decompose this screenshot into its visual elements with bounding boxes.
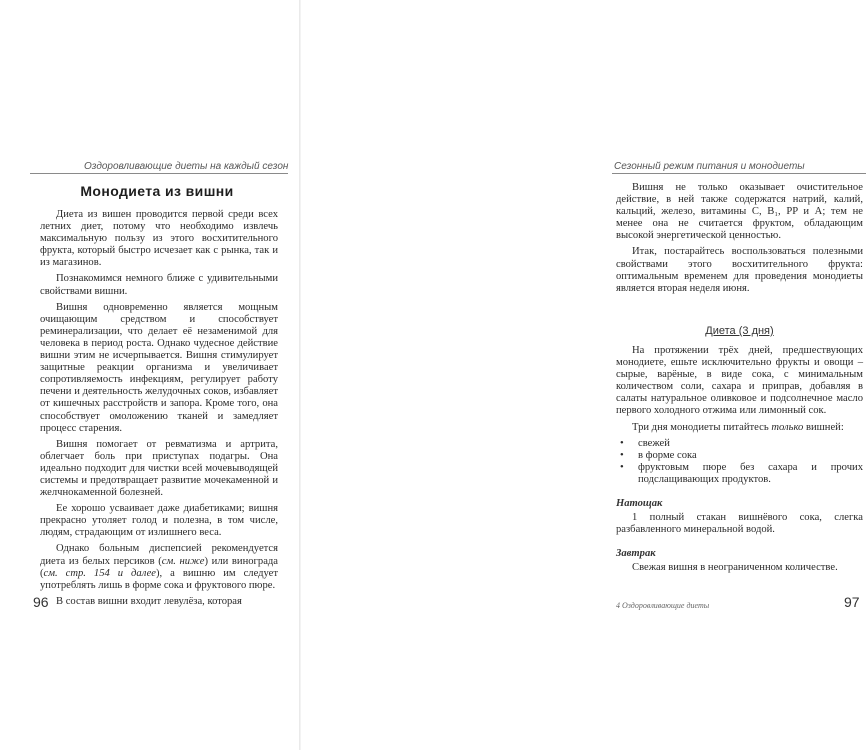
diet-heading: Диета (3 дня) (705, 324, 774, 337)
signature-mark: 4 Оздоровливающие диеты (616, 601, 710, 610)
paragraph: Три дня монодиеты питайтесь только вишней: (632, 421, 844, 433)
paragraph: Однако больным диспепсией рекомендуется диета из белых персиков (см. ниже) или винограда (см. стр. 154 и далее), а вишню им следует употреблять лишь в форме сока и фруктового пюре. (40, 543, 279, 591)
header-rule-left (30, 173, 288, 174)
meal-text: Свежая вишня в неограниченном количестве. (632, 562, 838, 574)
paragraph: Диета из вишен проводится первой среди всех летних диет, потому что необходимо извлечь максимальную пользу из этого восхитительного фрукта, который быстро исчезает как с рынка, так и из магазинов. (40, 209, 278, 269)
chapter-title: Монодиета из вишни (80, 183, 234, 199)
paragraph: Ее хорошо усваивает даже диабетиками; вишня прекрасно утоляет голод и полезна, в том числе, людям, страдающим от излишнего веса. (40, 503, 278, 539)
running-head-left: Оздоровливающие диеты на каждый сезон (84, 161, 289, 172)
list-item: • фруктовым пюре без сахара и прочих подслащивающих продуктов. (616, 462, 863, 486)
meal-label: Натощак (616, 497, 663, 509)
paragraph: Познакомимся немного ближе с удивительными свойствами вишни. (40, 273, 278, 297)
paragraph: Вишня одновременно является мощным очищающим средством и способствует реминерализации, что делает её незаменимой для человека в период роста. Однако чудесное действие вишни этим не исчерпывается. Вишня стимулирует защитные реакции организма и увеличивает сопротивляемость инфекциям, регулирует работу печени и деятельность желудочных соков, избавляет от кишечных расстройств и запора. Кроме того, она способствует омоложению тканей и замедляет процесс старения. (40, 301, 278, 434)
right-body-text (616, 182, 863, 578)
paragraph: Вишня не только оказывает очистительное действие, в ней также содержатся натрий, калий, кальций, железо, витамины C, B₁, PP и A; тем не менее она не считается фруктом, обладающим высокой энергетической ценностью. (616, 182, 863, 242)
meal-label: Завтрак (616, 548, 656, 560)
running-head-right: Сезонный режим питания и монодиеты (614, 161, 805, 172)
diet-list (616, 438, 863, 486)
paragraph: На протяжении трёх дней, предшествующих монодиете, ешьте исключительно фрукты и овощи – сырые, варёные, в виде сока, с минимальным количеством соли, сахара и приправ, добавляя в салаты натуральное оливковое и подсолнечное масло первого холодного отжима или лимонный сок. (616, 344, 863, 417)
page-number-right: 97 (844, 594, 860, 610)
paragraph: Вишня помогает от ревматизма и артрита, облегчает боль при приступах подагры. Она идеально подходит для чистки всей мочевыводящей системы и предотвращает развитие мочекаменной и желчнокаменной болезней. (40, 438, 278, 499)
list-item: • свежей (616, 438, 863, 450)
page-number-left: 96 (33, 594, 49, 610)
right-page (300, 0, 863, 750)
header-rule-right (612, 173, 866, 174)
meal-text: 1 полный стакан вишнёвого сока, слегка разбавленного минеральной водой. (616, 512, 863, 536)
left-body-text (40, 209, 278, 612)
paragraph: В состав вишни входит левулёза, которая (56, 595, 242, 607)
paragraph: Итак, постарайтесь воспользоваться полезными свойствами этого восхитительного фрукта: оптимальным временем для проведения монодиеты является вторая неделя июня. (616, 246, 863, 294)
cross-reference: см. стр. 154 и далее (43, 567, 156, 579)
left-page (0, 0, 300, 750)
cross-reference: см. ниже (161, 555, 205, 567)
list-item: • в форме сока (616, 450, 863, 462)
